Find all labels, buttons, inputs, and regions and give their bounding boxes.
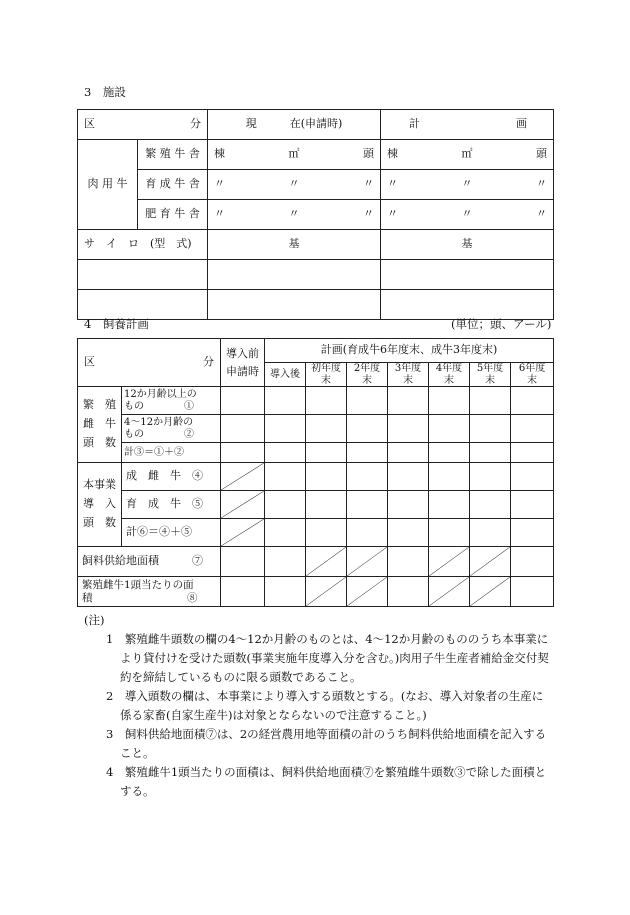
cell-unit: 〃	[387, 207, 398, 221]
intro-count-group-label: 本事業 導 入 頭 数	[78, 463, 122, 547]
breeding-female-group-label: 繁 殖 雌 牛 頭 数	[78, 387, 122, 463]
section3-title: 3 施設	[84, 85, 126, 99]
feeding-plan-table	[77, 338, 554, 607]
row-label: 肥 育 牛 舎	[138, 200, 208, 230]
facilities-row-breeding	[78, 140, 554, 170]
table-row	[78, 387, 554, 415]
table-row	[78, 491, 554, 519]
year-col-header: 2年度 末	[347, 363, 388, 387]
cell-unit: 〃	[288, 177, 300, 191]
slash-cell	[306, 547, 347, 577]
per-head-area-label: 繁殖雌牛1頭当たりの面 積 ⑧	[78, 577, 221, 607]
cell-unit: 頭	[536, 147, 547, 161]
cell-unit: 〃	[461, 177, 473, 191]
year-col-header: 5年度 末	[470, 363, 511, 387]
silo-label: サ イ ロ (型 式)	[78, 230, 208, 260]
header-category-b: 分	[190, 117, 201, 131]
row-label: 4～12か月齢の もの ②	[122, 415, 221, 443]
section4-unit: (単位；頭、アール)	[451, 317, 552, 331]
slash-cell	[470, 547, 511, 577]
year-col-header: 初年度 末	[306, 363, 347, 387]
year-col-header: 3年度 末	[388, 363, 429, 387]
slash-cell	[429, 547, 470, 577]
header-current: 現 在(申請時)	[208, 110, 381, 140]
year-col-header: 6年度 末	[511, 363, 554, 387]
note-item: 3 飼料供給地面積⑦は、2の経営農用地等面積の計のうち飼料供給地面積を記入すること。	[106, 727, 547, 760]
cell-unit: 〃	[363, 177, 374, 191]
slash-cell	[470, 577, 511, 607]
row-label: 育 成 牛 ⑤	[122, 491, 221, 519]
row-label: 計⑥＝④＋⑤	[122, 519, 221, 547]
cell-unit: 〃	[288, 207, 300, 221]
meat-cattle-label: 肉 用 牛	[78, 140, 138, 230]
cell-unit: 頭	[363, 147, 374, 161]
cell-unit: 〃	[214, 177, 225, 191]
silo-current: 基	[208, 230, 381, 260]
notes-section	[84, 611, 554, 801]
slash-cell	[221, 463, 265, 491]
slash-cell	[221, 491, 265, 519]
slash-cell	[429, 577, 470, 607]
cell-unit: ㎡	[461, 147, 473, 161]
table-row	[78, 443, 554, 463]
cell-unit: ㎡	[288, 147, 300, 161]
plan-header-row	[78, 339, 554, 363]
cell-unit: 〃	[387, 177, 398, 191]
table-row	[78, 463, 554, 491]
facilities-row-fattening	[78, 200, 554, 230]
notes-label: (注)	[84, 613, 105, 627]
silo-plan: 基	[381, 230, 554, 260]
facilities-row-blank	[78, 260, 554, 290]
slash-cell	[221, 519, 265, 547]
feed-area-label: 飼料供給地面積 ⑦	[78, 547, 221, 577]
plan-title-header: 計画(育成牛6年度末、成牛3年度末)	[265, 339, 554, 363]
plan-header-category-a: 区	[84, 355, 95, 369]
slash-cell	[347, 577, 388, 607]
slash-cell	[306, 577, 347, 607]
plan-header-category-b: 分	[203, 355, 214, 369]
cell-unit: 〃	[214, 207, 225, 221]
cell-unit: 〃	[363, 207, 374, 221]
section4-title: 4 飼養計画	[84, 317, 149, 331]
row-label: 繁 殖 牛 舎	[138, 140, 208, 170]
facilities-row-silo	[78, 230, 554, 260]
year-col-header: 4年度 末	[429, 363, 470, 387]
facilities-header-row	[78, 110, 554, 140]
table-row	[78, 519, 554, 547]
note-item: 1 繁殖雌牛頭数の欄の4～12か月齢のものとは、4～12か月齢のもののうち本事業により貸付けを受けた頭数(事業実施年度導入分を含む。)肉用子牛生産者補給金交付契約を締結しているものに限る頭数であること。	[106, 632, 549, 684]
header-plan-a: 計	[409, 117, 420, 131]
cell-unit: 棟	[387, 147, 398, 161]
cell-unit: 〃	[536, 177, 547, 191]
header-category-a: 区	[84, 117, 95, 131]
row-label: 育 成 牛 舎	[138, 170, 208, 200]
table-row	[78, 547, 554, 577]
year-col-header: 導入後	[265, 363, 306, 387]
note-item: 4 繁殖雌牛1頭当たりの面積は、飼料供給地面積⑦を繁殖雌牛頭数③で除した面積とする。	[106, 765, 547, 798]
facilities-row-blank	[78, 290, 554, 320]
row-label: 12か月齢以上の もの ①	[122, 387, 221, 415]
cell-unit: 〃	[536, 207, 547, 221]
facilities-row-rearing	[78, 170, 554, 200]
before-intro-header: 導入前 申請時	[221, 339, 265, 387]
facilities-table	[77, 109, 554, 320]
row-label: 計③＝①＋②	[122, 443, 221, 463]
table-row	[78, 415, 554, 443]
note-item: 2 導入頭数の欄は、本事業により導入する頭数とする。(なお、導入対象者の生産に係る家畜(自家生産牛)は対象とならないので注意すること。)	[106, 689, 544, 722]
cell-unit: 棟	[214, 147, 225, 161]
cell-unit: 〃	[461, 207, 473, 221]
row-label: 成 雌 牛 ④	[122, 463, 221, 491]
table-row	[78, 577, 554, 607]
header-plan-b: 画	[516, 117, 527, 131]
slash-cell	[347, 547, 388, 577]
